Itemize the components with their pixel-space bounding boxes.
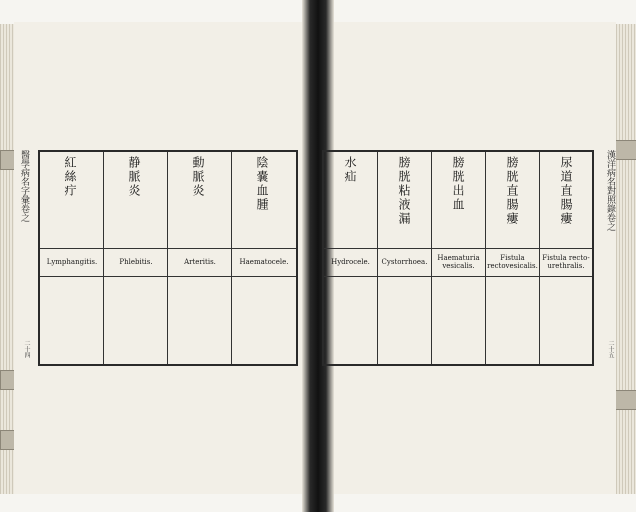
term-fistula-rectovesicalis: Fistula rectovesicalis. <box>487 254 538 270</box>
right-page-top-text <box>322 30 592 138</box>
headword-fistula-recto-urethralis: 尿道直腸瘻 <box>559 156 573 226</box>
right-page-number: 二十五 <box>607 340 614 358</box>
headword-hydrocele: 水疝 <box>343 156 357 184</box>
headword-fistula-rectovesicalis: 膀胱直腸瘻 <box>505 156 519 226</box>
table-divider <box>324 276 592 277</box>
table-divider <box>231 152 232 364</box>
table-divider <box>103 152 104 364</box>
headword-cystorrhoea: 膀胱粘液漏 <box>397 156 411 226</box>
headword-phlebitis: 静脈炎 <box>127 156 141 198</box>
term-hydrocele: Hydrocele. <box>331 258 370 266</box>
headword-arteritis: 動脈炎 <box>191 156 205 198</box>
headword-lymphangitis: 紅絲疔 <box>63 156 77 198</box>
table-divider <box>431 152 432 364</box>
right-terms-table <box>322 150 594 366</box>
table-divider <box>485 152 486 364</box>
term-fistula-recto-urethralis: Fistula recto-urethralis. <box>542 254 590 270</box>
right-page-bottom-text <box>322 368 592 478</box>
left-terms-table <box>38 150 298 366</box>
table-divider <box>539 152 540 364</box>
table-divider <box>167 152 168 364</box>
term-lymphangitis: Lymphangitis. <box>46 258 98 266</box>
right-side-title: 漢洋病名對照錄卷之 <box>605 150 615 231</box>
right-page-edges <box>616 24 636 494</box>
table-divider <box>40 248 296 249</box>
term-arteritis: Arteritis. <box>184 258 216 266</box>
left-page-bottom-text <box>40 368 295 478</box>
table-divider <box>324 248 592 249</box>
left-page-top-text <box>40 30 295 138</box>
left-page-number: 二十四 <box>23 340 30 358</box>
term-phlebitis: Phlebitis. <box>119 258 153 266</box>
table-divider <box>377 152 378 364</box>
headword-haematocele: 陰嚢血腫 <box>255 156 269 212</box>
term-haematocele: Haematocele. <box>239 258 289 266</box>
term-cystorrhoea: Cystorrhoea. <box>381 258 428 266</box>
table-divider <box>40 276 296 277</box>
term-haematuria-vesicalis: Haematuria vesicalis. <box>437 254 480 270</box>
left-side-title: 醫學病名字彙卷之 <box>19 150 29 222</box>
headword-haematuria: 膀胱出血 <box>451 156 465 212</box>
